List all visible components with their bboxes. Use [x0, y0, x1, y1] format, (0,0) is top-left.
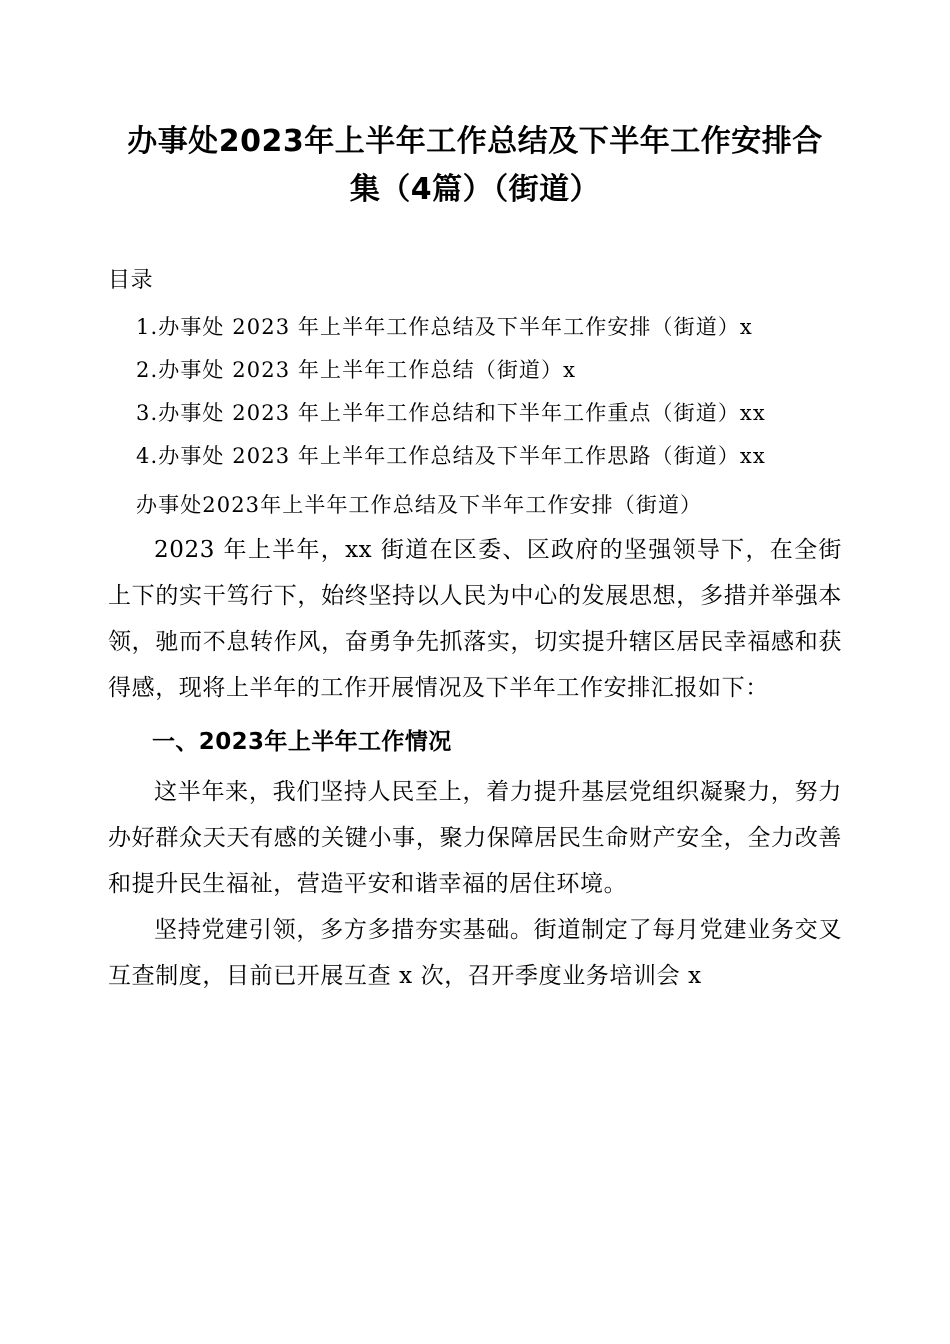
intro-paragraph: 2023 年上半年，xx 街道在区委、区政府的坚强领导下，在全街上下的实干笃行下，始终坚持以人民为中心的发展思想，多措并举强本领，驰而不息转作风，奋勇争先抓落实，切实提升辖区居民幸福感和获得感，现将上半年的工作开展情况及下半年工作安排汇报如下：	[108, 537, 842, 701]
toc-item-3[interactable]: 3.办事处 2023 年上半年工作总结和下半年工作重点（街道）xx	[136, 401, 766, 425]
article-title: 办事处2023年上半年工作总结及下半年工作安排（街道）	[136, 493, 703, 517]
section-heading: 一、2023年上半年工作情况	[152, 729, 452, 755]
body-paragraph-1: 这半年来，我们坚持人民至上，着力提升基层党组织凝聚力，努力办好群众天天有感的关键小事，聚力保障居民生命财产安全，全力改善和提升民生福祉，营造平安和谐幸福的居住环境。	[108, 779, 842, 897]
toc-item-2[interactable]: 2.办事处 2023 年上半年工作总结（街道）x	[136, 358, 577, 382]
body-paragraph-2: 坚持党建引领，多方多措夯实基础。街道制定了每月党建业务交叉互查制度，目前已开展互查 x 次，召开季度业务培训会 x	[108, 917, 842, 989]
toc-item-4[interactable]: 4.办事处 2023 年上半年工作总结及下半年工作思路（街道）xx	[136, 444, 766, 468]
page-title: 办事处2023年上半年工作总结及下半年工作安排合集（4篇）（街道）	[127, 124, 823, 207]
toc-heading: 目录	[108, 268, 154, 293]
toc-item-1[interactable]: 1.办事处 2023 年上半年工作总结及下半年工作安排（街道）x	[136, 315, 753, 339]
